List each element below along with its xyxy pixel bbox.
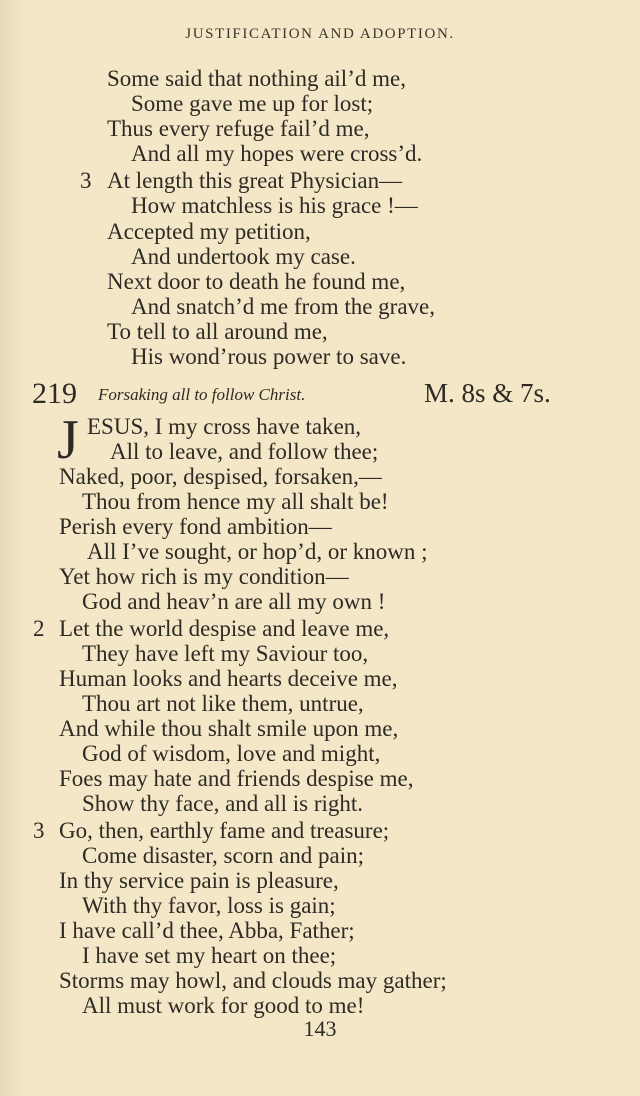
verse-line: They have left my Saviour too, <box>82 641 369 666</box>
verse-line: All must work for good to me! <box>82 993 365 1018</box>
verse-line: All I’ve sought, or hop’d, or known ; <box>87 539 428 564</box>
verse-line: Next door to death he found me, <box>107 269 406 294</box>
verse-line: At length this great Physician— <box>107 168 403 193</box>
stanza-number: 2 <box>33 616 45 641</box>
verse-line: Go, then, earthly fame and treasure; <box>59 818 390 843</box>
verse-line: I have set my heart on thee; <box>82 943 337 968</box>
verse-line: Storms may howl, and clouds may gather; <box>59 968 447 993</box>
verse-line: Some gave me up for lost; <box>131 91 374 116</box>
verse-line: How matchless is his grace !— <box>131 193 418 218</box>
drop-cap: J <box>57 409 79 471</box>
verse-line: Let the world despise and leave me, <box>59 616 390 641</box>
verse-line: God and heav’n are all my own ! <box>82 589 386 614</box>
verse-line: Human looks and hearts deceive me, <box>59 666 398 691</box>
verse-line: In thy service pain is pleasure, <box>59 868 339 893</box>
verse-line: His wond’rous power to save. <box>131 344 407 369</box>
verse-line: Naked, poor, despised, forsaken,— <box>59 464 382 489</box>
page-number: 143 <box>303 1016 337 1041</box>
verse-line: And snatch’d me from the grave, <box>131 294 436 319</box>
running-header: JUSTIFICATION AND ADOPTION. <box>185 26 455 42</box>
verse-line: Come disaster, scorn and pain; <box>82 843 365 868</box>
verse-line: All to leave, and follow thee; <box>110 439 379 464</box>
hymn-number: 219 <box>32 377 77 410</box>
verse-line: With thy favor, loss is gain; <box>82 893 336 918</box>
stanza-number: 3 <box>80 168 92 193</box>
verse-line: Thou from hence my all shalt be! <box>82 489 389 514</box>
verse-line: Show thy face, and all is right. <box>82 791 364 816</box>
hymn-title: Forsaking all to follow Christ. <box>98 385 306 404</box>
hymn-meter: M. 8s & 7s. <box>424 378 551 408</box>
verse-line: And all my hopes were cross’d. <box>131 141 423 166</box>
verse-line: And undertook my case. <box>131 244 356 269</box>
verse-line: ESUS, I my cross have taken, <box>87 414 362 439</box>
verse-line: Accepted my petition, <box>107 219 311 244</box>
verse-line: God of wisdom, love and might, <box>82 741 381 766</box>
verse-line: And while thou shalt smile upon me, <box>59 716 399 741</box>
verse-line: To tell to all around me, <box>107 319 328 344</box>
verse-line: Thus every refuge fail’d me, <box>107 116 370 141</box>
verse-line: Perish every fond ambition— <box>59 514 332 539</box>
stanza-number: 3 <box>33 818 45 843</box>
verse-line: Some said that nothing ail’d me, <box>107 66 406 91</box>
verse-line: Foes may hate and friends despise me, <box>59 766 414 791</box>
verse-line: Yet how rich is my condition— <box>59 564 349 589</box>
verse-line: Thou art not like them, untrue, <box>82 691 364 716</box>
verse-line: I have call’d thee, Abba, Father; <box>59 918 355 943</box>
